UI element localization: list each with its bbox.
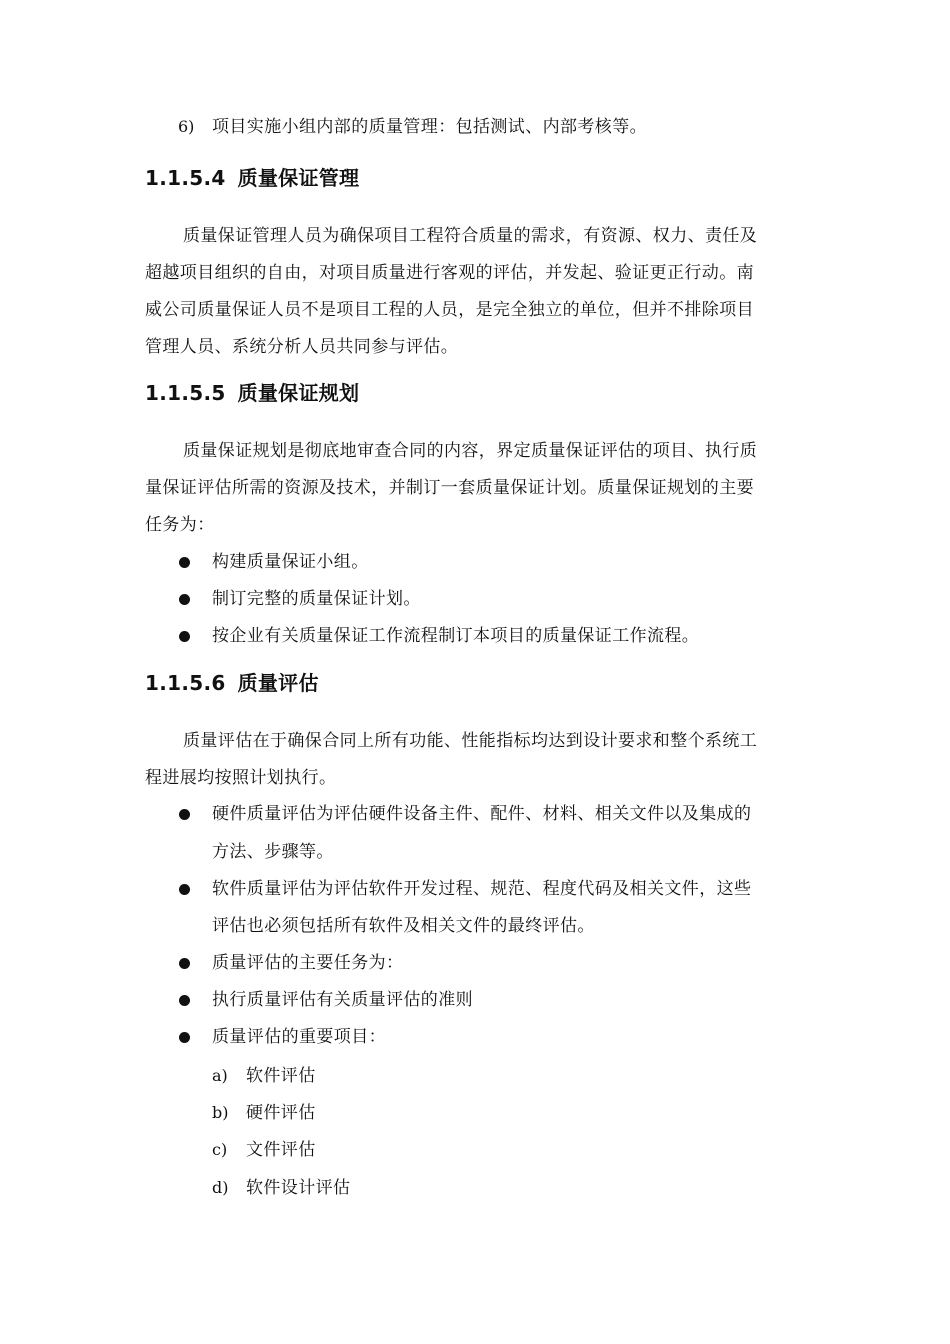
paragraph-line: 量保证评估所需的资源及技术，并制订一套质量保证计划。质量保证规划的主要 (145, 478, 754, 498)
list-marker: 6) (178, 117, 195, 136)
bullet-item-text: 按企业有关质量保证工作流程制订本项目的质量保证工作流程。 (212, 626, 700, 646)
section-title: 质量评估 (237, 671, 319, 695)
paragraph-line: 质量保证管理人员为确保项目工程符合质量的需求，有资源、权力、责任及 (183, 226, 758, 246)
sub-list-marker: b) (212, 1103, 229, 1122)
sub-list-item-text: 软件设计评估 (246, 1178, 351, 1198)
bullet-item-text: 硬件质量评估为评估硬件设备主件、配件、材料、相关文件以及集成的 (212, 804, 752, 824)
sub-list-item-text: 文件评估 (246, 1140, 316, 1160)
bullet-item-text: 构建质量保证小组。 (212, 552, 369, 572)
bullet-item-text-continued: 评估也必须包括所有软件及相关文件的最终评估。 (212, 916, 595, 936)
bullet-icon (179, 884, 190, 895)
bullet-icon (179, 995, 190, 1006)
bullet-item-text: 质量评估的主要任务为： (212, 953, 404, 973)
sub-list-item-text: 软件评估 (246, 1066, 316, 1086)
bullet-icon (179, 557, 190, 568)
bullet-icon (179, 809, 190, 820)
paragraph-line: 管理人员、系统分析人员共同参与评估。 (145, 337, 459, 357)
section-number: 1.1.5.4 (145, 166, 226, 190)
bullet-item-text: 制订完整的质量保证计划。 (212, 589, 421, 609)
section-heading-1156 (145, 670, 319, 696)
section-number: 1.1.5.5 (145, 381, 226, 405)
paragraph-line: 任务为： (145, 515, 215, 535)
sub-list-marker: d) (212, 1178, 229, 1197)
bullet-icon (179, 958, 190, 969)
paragraph-line: 质量评估在于确保合同上所有功能、性能指标均达到设计要求和整个系统工 (183, 731, 758, 751)
bullet-item-text: 执行质量评估有关质量评估的准则 (212, 990, 473, 1010)
list-item-text: 项目实施小组内部的质量管理：包括测试、内部考核等。 (212, 117, 647, 137)
sub-list-marker: a) (212, 1066, 228, 1085)
section-number: 1.1.5.6 (145, 671, 226, 695)
bullet-icon (179, 631, 190, 642)
section-title: 质量保证管理 (237, 166, 360, 190)
bullet-item-text: 软件质量评估为评估软件开发过程、规范、程度代码及相关文件，这些 (212, 879, 752, 899)
bullet-item-text: 质量评估的重要项目： (212, 1027, 386, 1047)
section-title: 质量保证规划 (237, 381, 360, 405)
paragraph-line: 超越项目组织的自由，对项目质量进行客观的评估，并发起、验证更正行动。南 (145, 263, 754, 283)
sub-list-marker: c) (212, 1140, 228, 1159)
paragraph-line: 质量保证规划是彻底地审查合同的内容，界定质量保证评估的项目、执行质 (183, 441, 758, 461)
sub-list-item-text: 硬件评估 (246, 1103, 316, 1123)
bullet-icon (179, 1032, 190, 1043)
section-heading-1154 (145, 165, 359, 191)
bullet-icon (179, 594, 190, 605)
paragraph-line: 程进展均按照计划执行。 (145, 768, 337, 788)
section-heading-1155 (145, 380, 359, 406)
paragraph-line: 威公司质量保证人员不是项目工程的人员，是完全独立的单位，但并不排除项目 (145, 300, 754, 320)
bullet-item-text-continued: 方法、步骤等。 (212, 842, 334, 862)
